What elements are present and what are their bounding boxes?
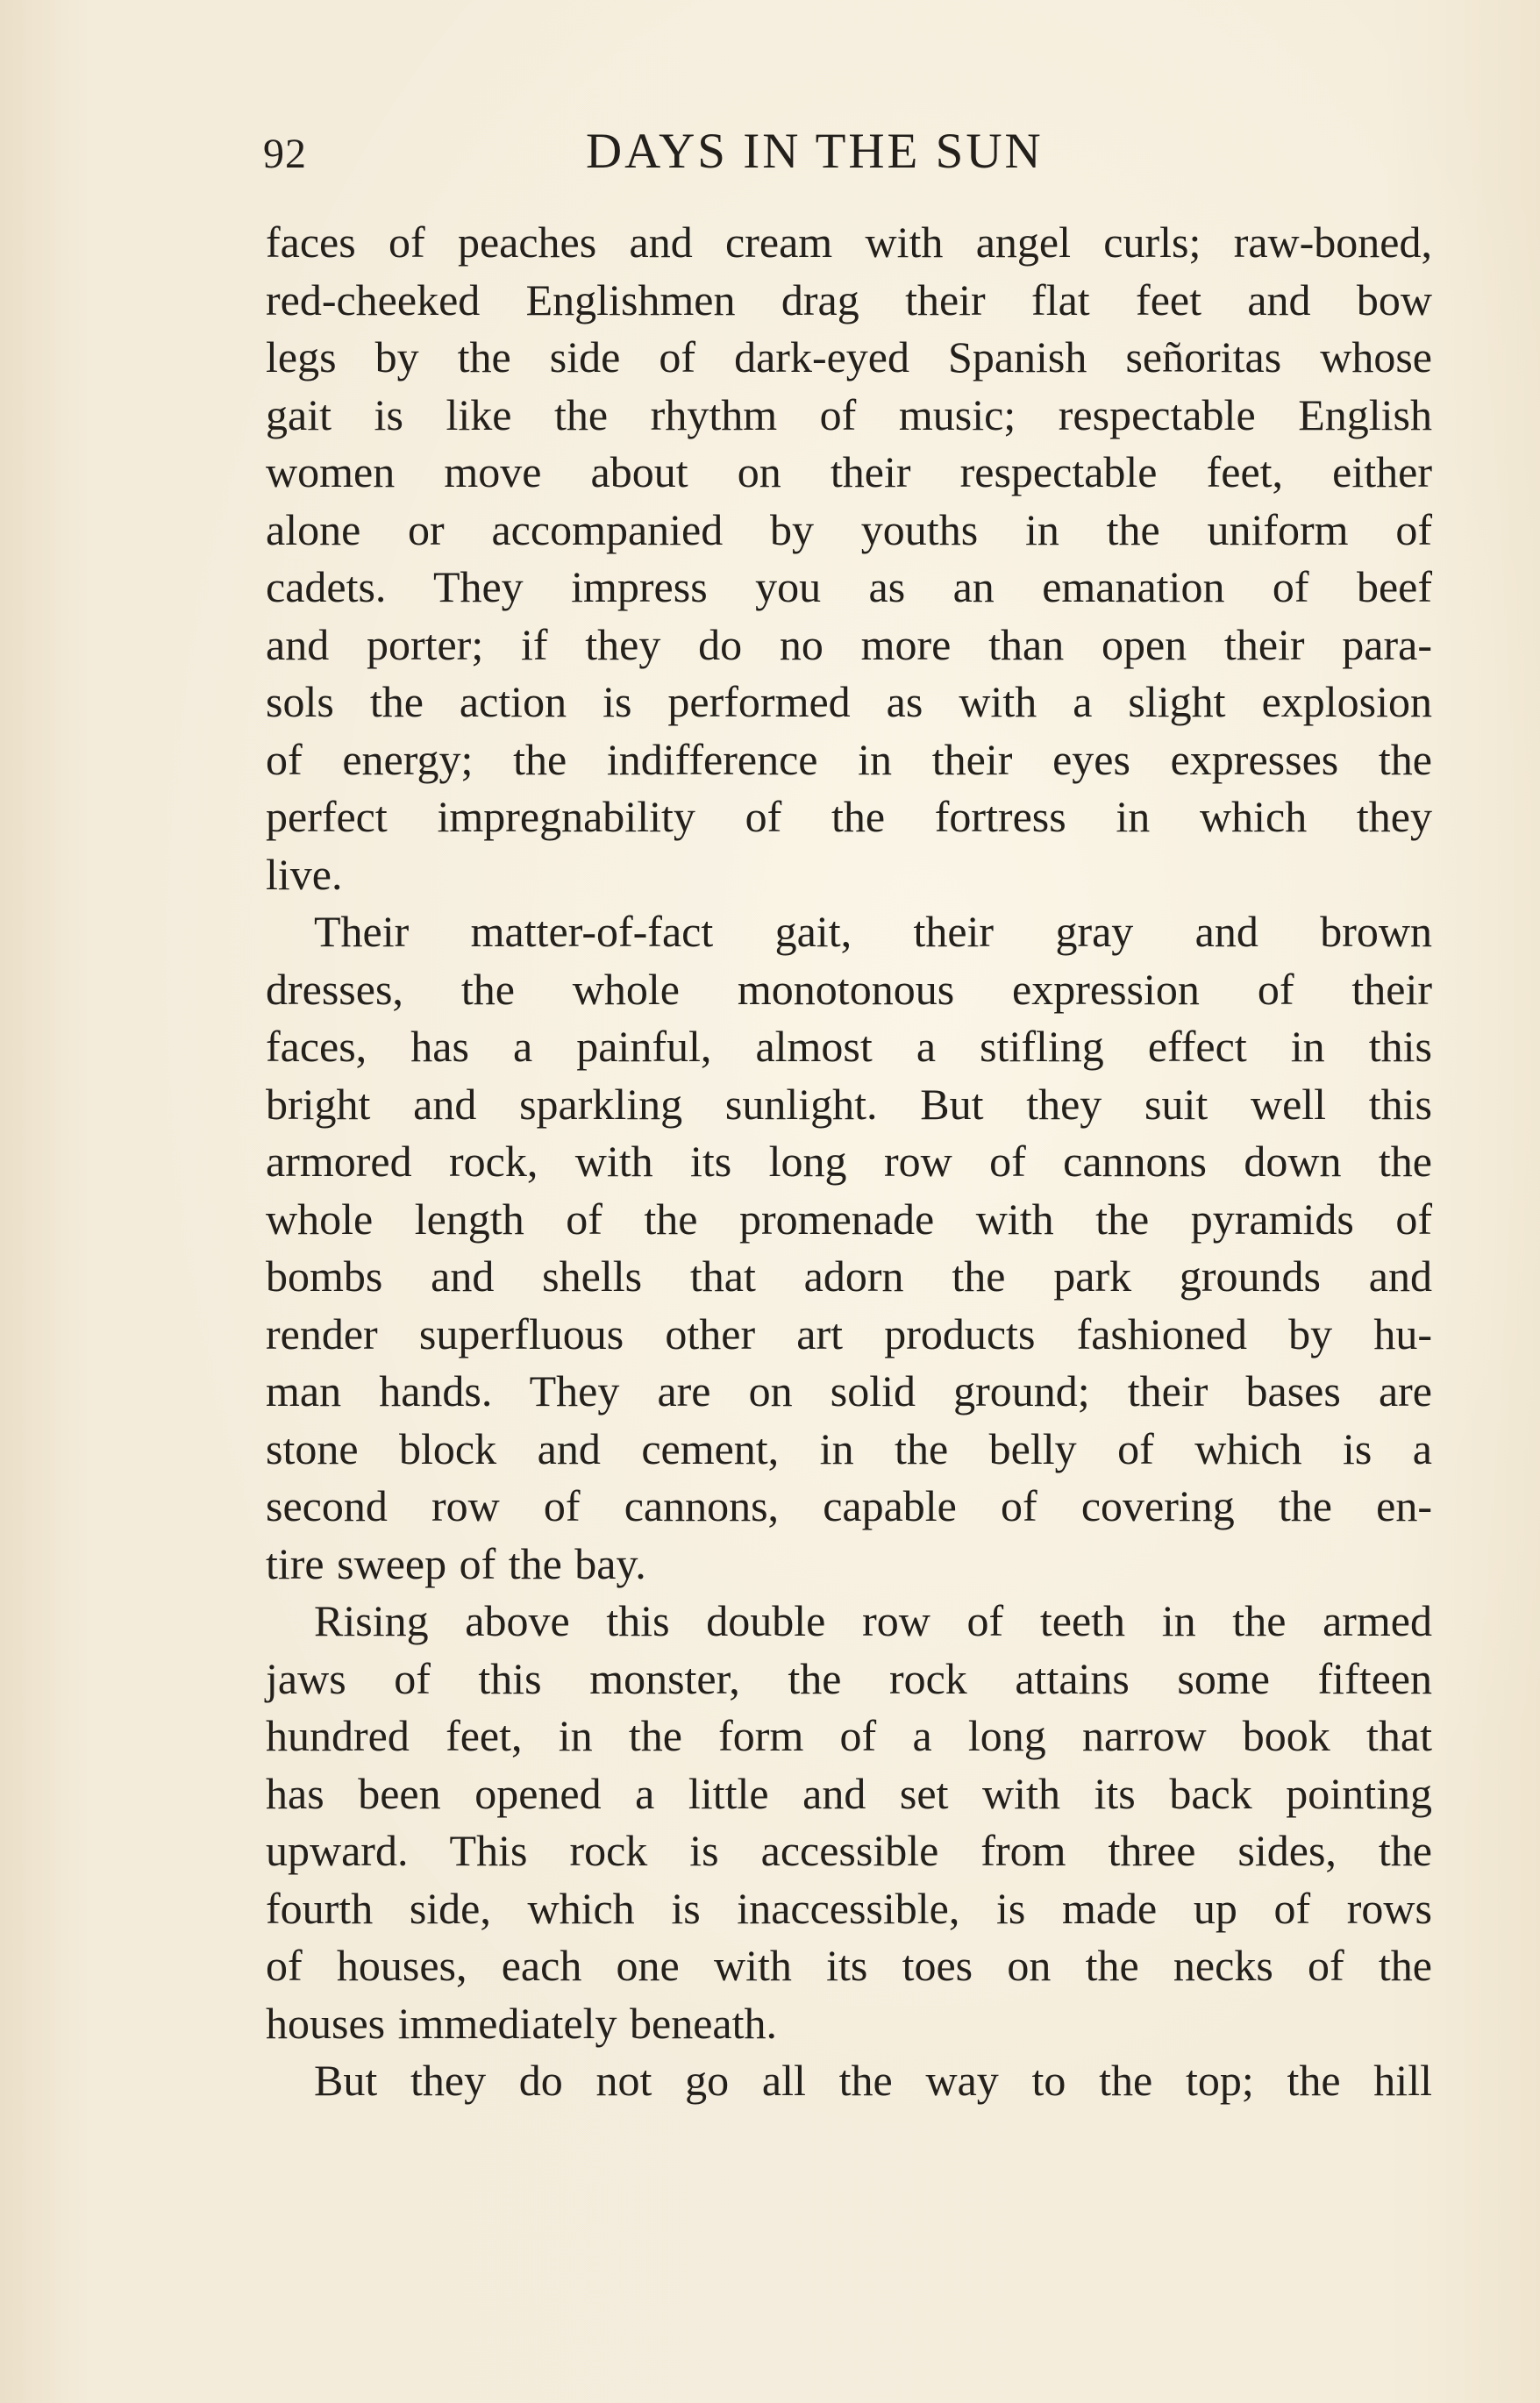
page-number: 92 <box>263 131 307 177</box>
text-line: of energy; the indifference in their eyes expresses the <box>266 734 1432 784</box>
text-line: perfect impregnability of the fortress in which they <box>266 792 1432 841</box>
text-line: Rising above this double row of teeth in the armed <box>314 1596 1432 1645</box>
text-line: gait is like the rhythm of music; respectable English <box>266 389 1432 439</box>
running-head <box>263 123 1429 193</box>
text-line: cadets. They impress you as an emanation of beef <box>266 562 1432 611</box>
text-line: upward. This rock is accessible from three sides, the <box>266 1826 1432 1875</box>
text-line: second row of cannons, capable of covering the en- <box>266 1481 1432 1530</box>
text-line: man hands. They are on solid ground; their bases are <box>266 1366 1432 1415</box>
text-line: and porter; if they do no more than open their para- <box>266 619 1432 669</box>
text-line: sols the action is performed as with a slight explosion <box>266 677 1432 726</box>
text-line: tire sweep of the bay. <box>266 1538 646 1588</box>
text-line: live. <box>266 849 343 899</box>
text-line: dresses, the whole monotonous expression of their <box>266 964 1432 1014</box>
text-line: jaws of this monster, the rock attains some fifteen <box>266 1653 1432 1703</box>
text-line: faces, has a painful, almost a stifling effect in this <box>266 1022 1432 1071</box>
text-line: of houses, each one with its toes on the necks of the <box>266 1941 1432 1990</box>
text-line: faces of peaches and cream with angel curls; raw-boned, <box>266 217 1432 267</box>
text-line: houses immediately beneath. <box>266 1998 778 2048</box>
text-line: legs by the side of dark-eyed Spanish señoritas whose <box>266 332 1432 381</box>
text-line: render superfluous other art products fashioned by hu- <box>266 1308 1432 1358</box>
text-line: stone block and cement, in the belly of which is a <box>266 1423 1432 1473</box>
text-line: armored rock, with its long row of cannons down the <box>266 1137 1432 1186</box>
text-line: bombs and shells that adorn the park grounds and <box>266 1251 1432 1301</box>
text-line: But they do not go all the way to the top; the hill <box>314 2056 1432 2105</box>
text-line: women move about on their respectable feet, either <box>266 447 1432 496</box>
text-line: Their matter-of-fact gait, their gray and brown <box>314 907 1432 956</box>
text-line: whole length of the promenade with the pyramids of <box>266 1194 1432 1244</box>
text-line: has been opened a little and set with its back pointing <box>266 1768 1432 1818</box>
text-line: fourth side, which is inaccessible, is made up of rows <box>266 1883 1432 1933</box>
text-line: alone or accompanied by youths in the uniform of <box>266 504 1432 554</box>
running-title: DAYS IN THE SUN <box>586 124 1044 179</box>
text-line: red-cheeked Englishmen drag their flat feet and bow <box>266 275 1432 324</box>
text-line: hundred feet, in the form of a long narrow book that <box>266 1711 1432 1760</box>
body-text <box>266 214 1432 2110</box>
text-line: bright and sparkling sunlight. But they suit well this <box>266 1079 1432 1129</box>
